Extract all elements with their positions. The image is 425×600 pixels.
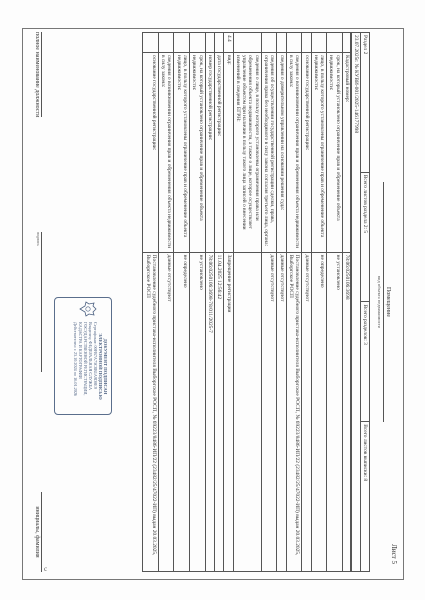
row-label: сведения о доверительном управлении на основании решения суда:	[277, 52, 286, 252]
row-num	[342, 33, 351, 53]
stamp-title: ДОКУМЕНТ ПОДПИСАН ЭЛЕКТРОННОЙ ПОДПИСЬЮ	[98, 333, 108, 400]
emblem-icon	[79, 301, 97, 317]
row-num	[190, 33, 206, 53]
row-label: Кадастровый номер:	[342, 52, 351, 252]
row-label: лицо, в пользу которого установлены ограничение прав и обременение объекта недвижимости:	[174, 52, 190, 252]
row-label: основание государственной регистрации:	[143, 52, 159, 252]
row-num	[311, 33, 327, 53]
table-row	[174, 33, 190, 572]
header-subtitle: вид объекта недвижимости	[377, 275, 382, 329]
row-num: 4.4	[224, 33, 233, 53]
row-label: основание государственной регистрации:	[302, 52, 311, 252]
signature-caption: подпись	[36, 232, 41, 246]
row-label: вид:	[224, 52, 233, 252]
row-num	[286, 33, 302, 53]
row-num	[302, 33, 311, 53]
row-label: дата государственной регистрации:	[214, 52, 223, 252]
row-value: не определено	[174, 252, 190, 571]
row-num	[205, 33, 214, 53]
date-cell: 23.07.2025г. № КУВИ-001/2025-146177998	[351, 33, 360, 572]
margin-marker: с	[44, 565, 48, 573]
row-label: лицо, в пользу которого установлены ограничение прав и обременение объекта недвижимости:	[311, 52, 327, 252]
row-label: срок, на который установлено ограничение прав и обременение объекта недвижимости:	[190, 52, 206, 252]
row-value: не определено	[311, 252, 327, 571]
table-row	[233, 33, 261, 572]
table-row	[286, 33, 302, 572]
footer-name: инициалы, фамилия	[34, 492, 42, 572]
row-value: не установлено	[327, 252, 343, 571]
row-num	[277, 33, 286, 53]
table-row	[224, 33, 233, 572]
row-label: срок, на который установлено ограничение прав и обременение объекта недвижимости:	[327, 52, 343, 252]
meta-table	[350, 32, 370, 572]
row-value: не установлено	[190, 252, 206, 571]
footer-position: полное наименование должности	[34, 32, 40, 118]
table-row	[277, 33, 286, 572]
row-label: сведения о возникновении ограничения прав и обременения объекта недвижимости в силу закона:	[286, 52, 302, 252]
table-row	[158, 33, 174, 572]
sheet-info-cell: Всего листов раздела 2: 5	[360, 172, 369, 302]
table-row	[143, 33, 159, 572]
table-row	[342, 33, 351, 572]
row-value: 78:06:0250106:3698-78/011/2025-7	[205, 252, 214, 571]
row-value: Постановление судебного пристава-исполнителя Выборгское РОСП, № 69223/8486-ИП/22 (23482/25/47022-ИП) выдан 20.03.2025, Выборгское РОСП	[143, 252, 159, 571]
row-label: сведения о лице, в пользу которого установлены ограничения права или обременения объекта недвижимости, а также о лице, которое осуществляет управление объектом при наличии в пользу такого лица записей о внесении изменений в сведения ЕГРН:	[233, 52, 261, 252]
sheet-label: Лист 5	[390, 544, 398, 564]
section-cell: Раздел 2	[360, 33, 369, 173]
row-value: 78:06:0250106:3698	[342, 252, 351, 571]
row-num	[233, 33, 261, 53]
table-row	[311, 33, 327, 572]
row-num	[174, 33, 190, 53]
row-value: данные отсутствуют	[302, 252, 311, 571]
sections-cell: Всего разделов: 3	[360, 302, 369, 422]
table-row	[214, 33, 223, 572]
header	[375, 32, 392, 572]
row-num	[214, 33, 223, 53]
stamp-line-2: Владелец: ФЕДЕРАЛЬНАЯ СЛУЖБА ГОСУДАРСТВЕННОЙ РЕГИСТРАЦИИ, КАДАСТРА И КАРТОГРАФИИ	[78, 322, 93, 396]
row-num	[261, 33, 277, 53]
row-label: номер государственной регистрации:	[205, 52, 214, 252]
table-row	[302, 33, 311, 572]
table-row	[261, 33, 277, 572]
row-value: 11.04.2025 12:56:42	[214, 252, 223, 571]
row-num	[143, 33, 159, 53]
row-num	[158, 33, 174, 53]
main-table	[142, 32, 352, 572]
table-row	[327, 33, 343, 572]
row-label: сведения об осуществлении государственной регистрации сделки, права, ограничения права без необходимого в силу закона согласия третьего лица, органа:	[261, 52, 277, 252]
stamp-line-1: Сертификат: 00FB7A73C8B1A9D0E9	[93, 322, 98, 389]
row-value: данные отсутствуют	[158, 252, 174, 571]
electronic-signature-stamp	[54, 297, 112, 415]
row-value: данные отсутствуют	[261, 252, 277, 571]
table-row	[205, 33, 214, 572]
row-label: сведения о возникновении ограничения прав и обременения объекта недвижимости в силу закона:	[158, 52, 174, 252]
row-value	[233, 252, 261, 571]
header-title: Помещение	[383, 182, 392, 422]
row-value: данные отсутствуют	[277, 252, 286, 571]
row-value: Запрещение регистрации	[224, 252, 233, 571]
footer-signature	[36, 232, 42, 372]
total-sheets-cell: Всего листов выписки: 8	[360, 422, 369, 572]
row-num	[327, 33, 343, 53]
row-value: Постановление судебного пристава-исполнителя Выборгское РОСП, № 69223/8486-ИП/22 (23482/25/47022-ИП) выдан 20.03.2025, Выборгское РОСП	[286, 252, 302, 571]
stamp-line-3: Действителен: с 23.10.2024 по 16.01.2026	[73, 322, 78, 397]
rotated-content	[24, 32, 402, 572]
table-row	[190, 33, 206, 572]
